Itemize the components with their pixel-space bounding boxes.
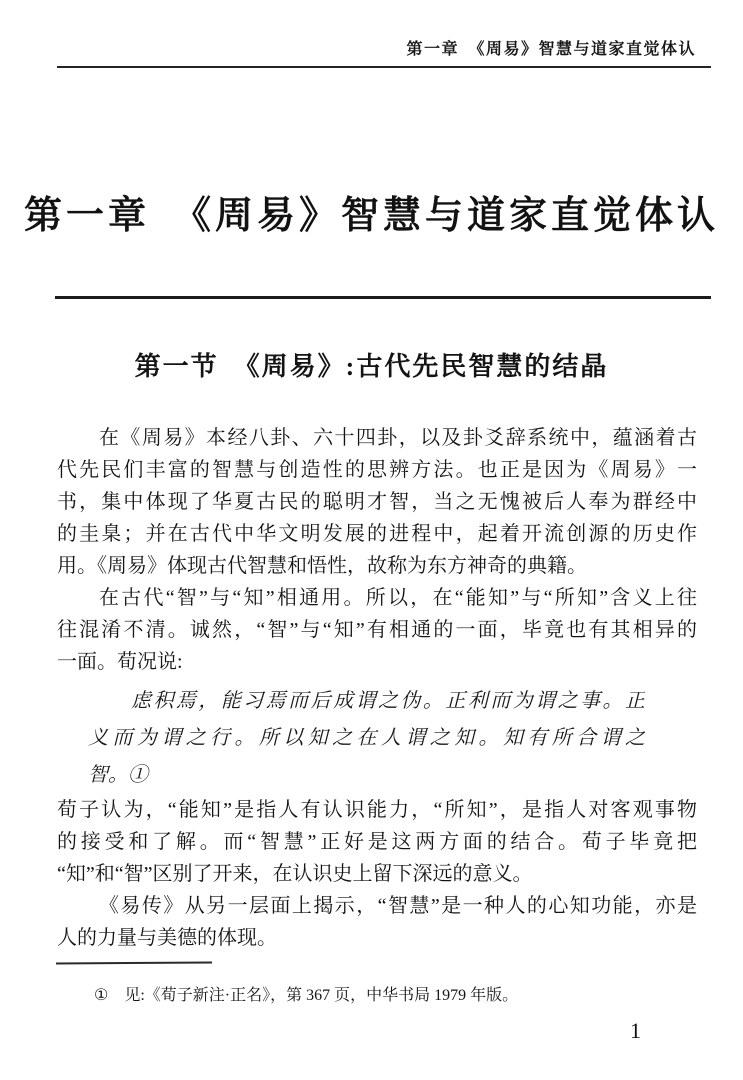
- paragraph-4: [57, 890, 697, 954]
- footnote-marker: ①: [94, 987, 109, 1004]
- quote-line: 义而为谓之行。所以知之在人谓之知。知有所合谓之: [88, 727, 645, 749]
- text-line: 在《周易》本经八卦、六十四卦，以及卦爻辞系统中，蕴涵着古: [99, 427, 697, 449]
- paragraph-3: [57, 794, 697, 890]
- quote-line: 智。①: [88, 764, 148, 786]
- text-line: 荀子认为，“能知”是指人有认识能力，“所知”，是指人对客观事物: [57, 799, 697, 821]
- text-line: 的接受和了解。而“智慧”正好是这两方面的结合。荀子毕竟把: [57, 831, 697, 853]
- text-line: “知”和“智”区别了开来，在认识史上留下深远的意义。: [57, 863, 533, 885]
- chapter-title-rule: [55, 296, 711, 299]
- footnote: [94, 982, 694, 1005]
- text-line: 代先民们丰富的智慧与创造性的思辨方法。也正是因为《周易》一: [57, 459, 697, 481]
- text-line: 一面。荀况说:: [57, 651, 183, 673]
- chapter-title: 第一章 《周易》智慧与道家直觉体认: [23, 195, 719, 237]
- text-line: 《易传》从另一层面上揭示，“智慧”是一种人的心知功能，亦是: [99, 895, 697, 917]
- running-head: 第一章 《周易》智慧与道家直觉体认: [406, 41, 696, 58]
- footnote-divider: [56, 961, 212, 964]
- page-number: 1: [630, 1018, 641, 1043]
- text-line: 人的力量与美德的体现。: [57, 927, 277, 949]
- section-title: 第一节 《周易》:古代先民智慧的结晶: [134, 352, 609, 381]
- header-rule: [57, 66, 711, 68]
- text-line: 的圭臬；并在古代中华文明发展的进程中，起着开流创源的历史作: [57, 523, 697, 545]
- paragraph-2: [57, 582, 697, 678]
- text-line: 在古代“智”与“知”相通用。所以，在“能知”与“所知”含义上往: [99, 587, 697, 609]
- body-text: [57, 422, 697, 954]
- text-line: 往混淆不清。诚然，“智”与“知”有相通的一面，毕竟也有其相异的: [57, 619, 697, 641]
- quote-line: 虑积焉，能习焉而后成谓之伪。正利而为谓之事。正: [131, 690, 645, 712]
- footnote-text: 见:《荀子新注·正名》，第 367 页，中华书局 1979 年版。: [124, 987, 519, 1004]
- classical-quote: [88, 683, 645, 794]
- paragraph-1: [57, 422, 697, 582]
- text-line: 用。《周易》体现古代智慧和悟性，故称为东方神奇的典籍。: [57, 555, 587, 577]
- text-line: 书，集中体现了华夏古民的聪明才智，当之无愧被后人奉为群经中: [57, 491, 697, 513]
